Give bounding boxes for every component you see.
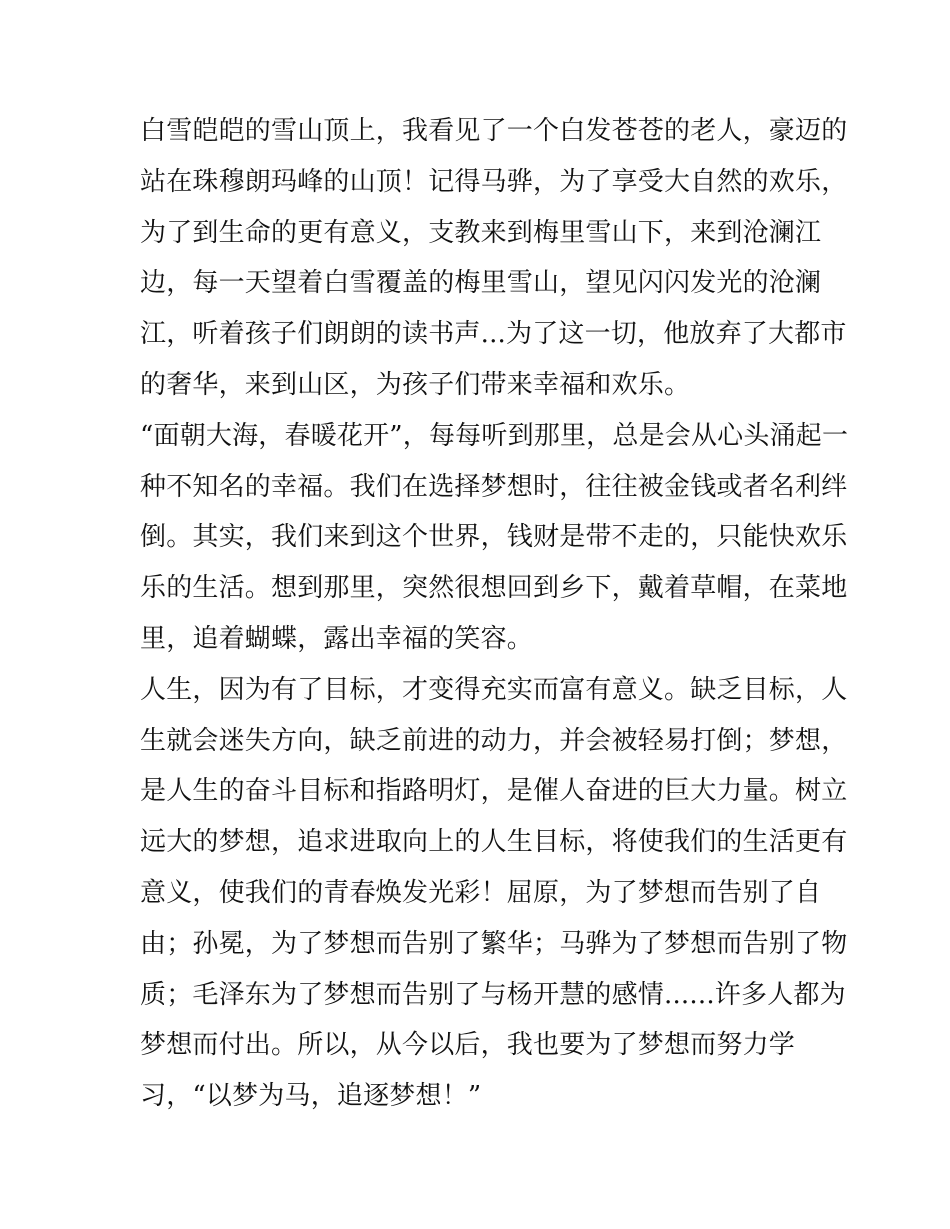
text-line: 生就会迷失方向，缺乏前进的动力，并会被轻易打倒；梦想， bbox=[140, 725, 848, 756]
text-line: 远大的梦想，追求进取向上的人生目标，将使我们的生活更有 bbox=[140, 827, 848, 858]
text-line: 为了到生命的更有意义，支教来到梅里雪山下，来到沧澜江 bbox=[140, 217, 822, 248]
text-line: 的奢华，来到山区，为孩子们带来幸福和欢乐。 bbox=[140, 369, 691, 400]
text-line: 是人生的奋斗目标和指路明灯，是催人奋进的巨大力量。树立 bbox=[140, 776, 848, 807]
text-line: 意义，使我们的青春焕发光彩！屈原，为了梦想而告别了自 bbox=[140, 877, 822, 908]
text-line: 习，“以梦为马，追逐梦想！” bbox=[140, 1081, 482, 1112]
text-line: 白雪皑皑的雪山顶上，我看见了一个白发苍苍的老人，豪迈的 bbox=[140, 116, 848, 146]
text-line: 边，每一天望着白雪覆盖的梅里雪山，望见闪闪发光的沧澜 bbox=[140, 268, 822, 299]
text-line: 梦想而付出。所以，从今以后，我也要为了梦想而努力学 bbox=[140, 1030, 796, 1061]
text-line: 种不知名的幸福。我们在选择梦想时，往往被金钱或者名利绊 bbox=[140, 471, 848, 502]
text-line: 人生，因为有了目标，才变得充实而富有意义。缺乏目标，人 bbox=[140, 674, 848, 705]
text-line: 质；毛泽东为了梦想而告别了与杨开慧的感情......许多人都为 bbox=[140, 979, 846, 1010]
text-line: 站在珠穆朗玛峰的山顶！记得马骅，为了享受大自然的欢乐， bbox=[140, 166, 848, 197]
text-line: 江，听着孩子们朗朗的读书声...为了这一切，他放弃了大都市 bbox=[140, 319, 847, 350]
essay-text bbox=[140, 106, 849, 1122]
text-line: 里，追着蝴蝶，露出幸福的笑容。 bbox=[140, 623, 534, 654]
text-line: 乐的生活。想到那里，突然很想回到乡下，戴着草帽，在菜地 bbox=[140, 573, 848, 604]
text-line: “面朝大海，春暖花开”，每每听到那里，总是会从心头涌起一 bbox=[140, 420, 849, 451]
text-line: 由；孙冕，为了梦想而告别了繁华；马骅为了梦想而告别了物 bbox=[140, 928, 848, 959]
text-line: 倒。其实，我们来到这个世界，钱财是带不走的，只能快欢乐 bbox=[140, 522, 848, 553]
